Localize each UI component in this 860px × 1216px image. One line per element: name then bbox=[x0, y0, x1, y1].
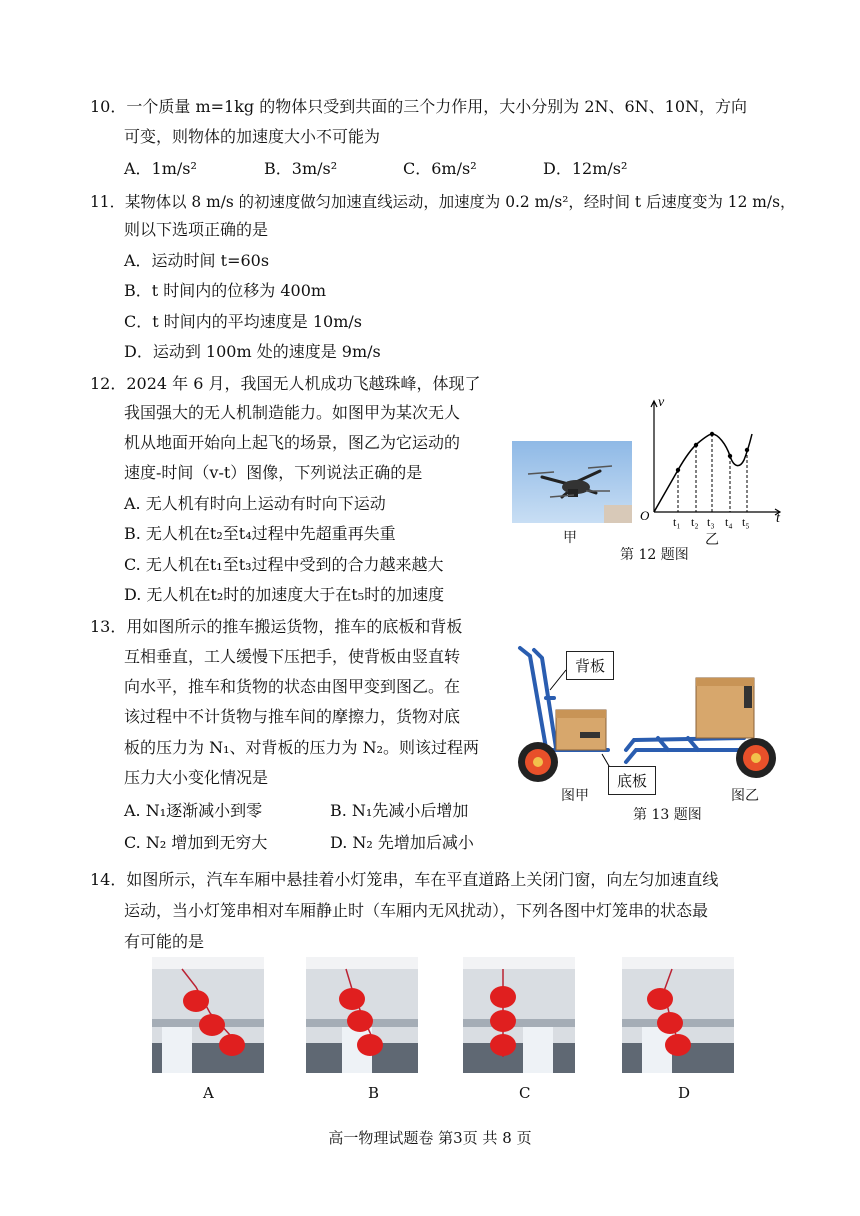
tick-t3: t₃ bbox=[707, 515, 715, 529]
q12-line4: 速度-时间（v-t）图像，下列说法正确的是 bbox=[124, 463, 423, 482]
q14-line3: 有可能的是 bbox=[124, 932, 205, 951]
q13-fig-right-caption: 图乙 bbox=[731, 788, 759, 804]
q14-caption-a: A bbox=[203, 1084, 214, 1102]
q13-line3: 向水平，推车和货物的状态由图甲变到图乙。在 bbox=[124, 677, 461, 696]
q12-line1: 12．2024 年 6 月，我国无人机成功飞越珠峰，体现了 bbox=[90, 374, 481, 393]
q10-option-d: D．12m/s² bbox=[543, 159, 628, 178]
page-footer: 高一物理试题卷 第3页 共 8 页 bbox=[328, 1129, 532, 1147]
q13-line4: 该过程中不计货物与推车间的摩擦力，货物对底 bbox=[124, 707, 461, 726]
q12-option-b: B. 无人机在t₂至t₄过程中先超重再失重 bbox=[124, 524, 396, 543]
tick-t2: t₂ bbox=[691, 515, 699, 529]
q13-fig-caption: 第 13 题图 bbox=[633, 807, 702, 823]
q14-caption-c: C bbox=[519, 1084, 531, 1102]
q13-line6: 压力大小变化情况是 bbox=[124, 768, 269, 787]
lantern-photo-b bbox=[306, 957, 418, 1073]
q10-option-c: C．6m/s² bbox=[403, 159, 477, 178]
q13-option-a: A. N₁逐渐减小到零 bbox=[124, 801, 263, 820]
q12-option-a: A. 无人机有时向上运动有时向下运动 bbox=[124, 494, 386, 513]
q13-line1: 13．用如图所示的推车搬运货物，推车的底板和背板 bbox=[90, 617, 463, 636]
q12-option-d: D. 无人机在t₂时的加速度大于在t₅时的加速度 bbox=[124, 585, 445, 604]
lantern-photo-a bbox=[152, 957, 264, 1073]
tick-t5: t₅ bbox=[742, 515, 750, 529]
q12-fig-caption: 第 12 题图 bbox=[620, 547, 689, 563]
q12-option-c: C. 无人机在t₁至t₃过程中受到的合力越来越大 bbox=[124, 555, 444, 574]
q10-option-a: A．1m/s² bbox=[124, 159, 197, 178]
q10-option-b: B．3m/s² bbox=[264, 159, 338, 178]
q10-line2: 可变，则物体的加速度大小不可能为 bbox=[124, 127, 381, 146]
tick-t1: t₁ bbox=[673, 515, 681, 529]
q11-option-d: D．运动到 100m 处的速度是 9m/s bbox=[124, 342, 381, 361]
q11-option-c: C．t 时间内的平均速度是 10m/s bbox=[124, 312, 362, 331]
q12-fig-right-caption: 乙 bbox=[705, 532, 719, 548]
bottom-plate-label: 底板 bbox=[608, 766, 656, 795]
axis-v-label: v bbox=[658, 395, 665, 410]
q13-line2: 互相垂直，工人缓慢下压把手，使背板由竖直转 bbox=[124, 647, 461, 666]
q14-caption-d: D bbox=[678, 1084, 691, 1102]
q13-option-c: C. N₂ 增加到无穷大 bbox=[124, 833, 268, 852]
q13-line5: 板的压力为 N₁、对背板的压力为 N₂。则该过程两 bbox=[124, 738, 480, 757]
q14-caption-b: B bbox=[368, 1084, 380, 1102]
drone-photo bbox=[512, 441, 632, 523]
q12-fig-left-caption: 甲 bbox=[563, 530, 577, 546]
q12-line2: 我国强大的无人机制造能力。如图甲为某次无人 bbox=[124, 403, 461, 422]
q11-line1: 11．某物体以 8 m/s 的初速度做匀加速直线运动，加速度为 0.2 m/s²，经时间 t 后速度变为 12 m/s， bbox=[90, 193, 796, 211]
q14-line2: 运动，当小灯笼串相对车厢静止时（车厢内无风扰动），下列各图中灯笼串的状态最 bbox=[124, 901, 709, 920]
q13-fig-left-caption: 图甲 bbox=[561, 788, 589, 804]
lantern-photo-d bbox=[622, 957, 734, 1073]
v-t-graph bbox=[636, 392, 786, 532]
q11-option-b: B．t 时间内的位移为 400m bbox=[124, 281, 327, 300]
q13-option-d: D. N₂ 先增加后减小 bbox=[330, 833, 474, 852]
lantern-photo-c bbox=[463, 957, 575, 1073]
q13-option-b: B. N₁先减小后增加 bbox=[330, 801, 469, 820]
tick-t4: t₄ bbox=[725, 515, 733, 529]
q14-line1: 14．如图所示，汽车车厢中悬挂着小灯笼串，车在平直道路上关闭门窗，向左匀加速直线 bbox=[90, 870, 719, 889]
q10-line1: 10．一个质量 m=1kg 的物体只受到共面的三个力作用，大小分别为 2N、6N、10N，方向 bbox=[90, 97, 748, 116]
back-plate-label: 背板 bbox=[566, 651, 614, 680]
axis-t-label: t bbox=[776, 511, 780, 526]
q11-line2: 则以下选项正确的是 bbox=[124, 220, 269, 239]
origin-label: O bbox=[640, 508, 650, 523]
q12-line3: 机从地面开始向上起飞的场景，图乙为它运动的 bbox=[124, 433, 461, 452]
q11-option-a: A．运动时间 t=60s bbox=[124, 251, 270, 270]
